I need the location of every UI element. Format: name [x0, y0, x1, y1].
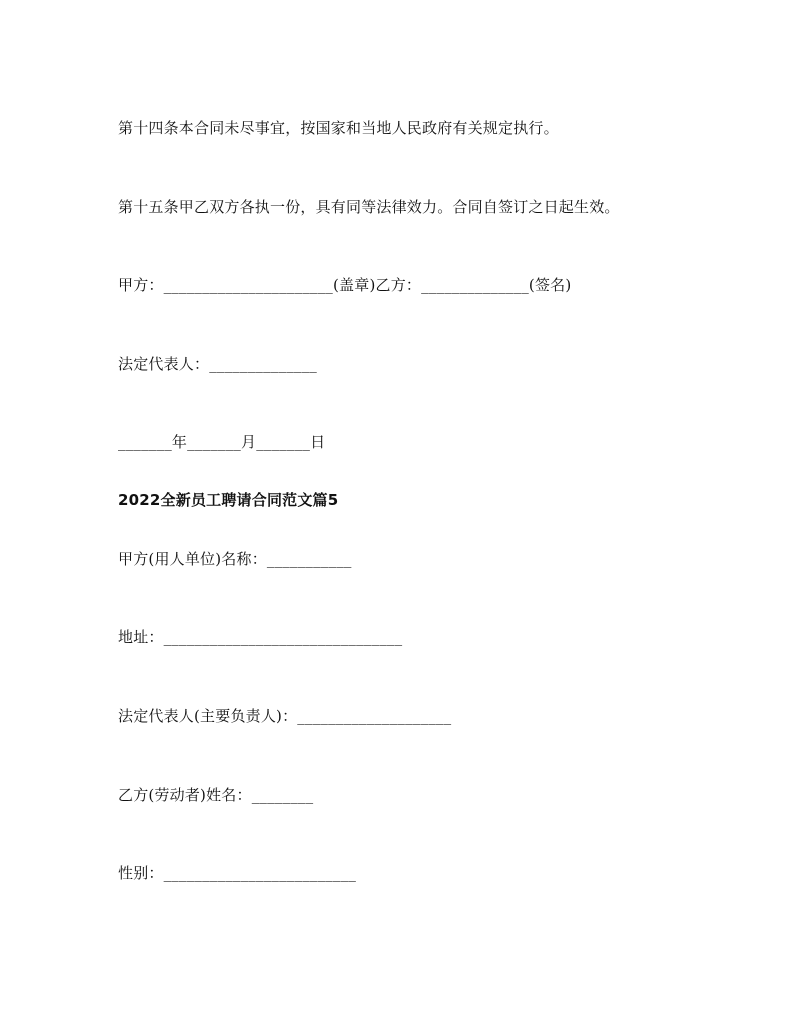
article-15-text: 第十五条甲乙双方各执一份，具有同等法律效力。合同自签订之日起生效。	[118, 198, 620, 216]
legal-representative-main-field: 法定代表人(主要负责人)：____________________	[118, 707, 452, 725]
address-field: 地址：_______________________________	[118, 628, 403, 646]
section-heading: 2022全新员工聘请合同范文篇5	[118, 491, 339, 509]
date-line: _______年_______月_______日	[118, 433, 326, 451]
gender-field: 性别：_________________________	[118, 864, 357, 882]
legal-representative-line: 法定代表人：______________	[118, 355, 318, 373]
signature-line: 甲方：______________________(盖章)乙方：______________(签名)	[118, 276, 572, 294]
employee-name-field: 乙方(劳动者)姓名：________	[118, 786, 314, 804]
employer-name-field: 甲方(用人单位)名称：___________	[118, 550, 352, 568]
article-14-text: 第十四条本合同未尽事宜，按国家和当地人民政府有关规定执行。	[118, 119, 559, 137]
